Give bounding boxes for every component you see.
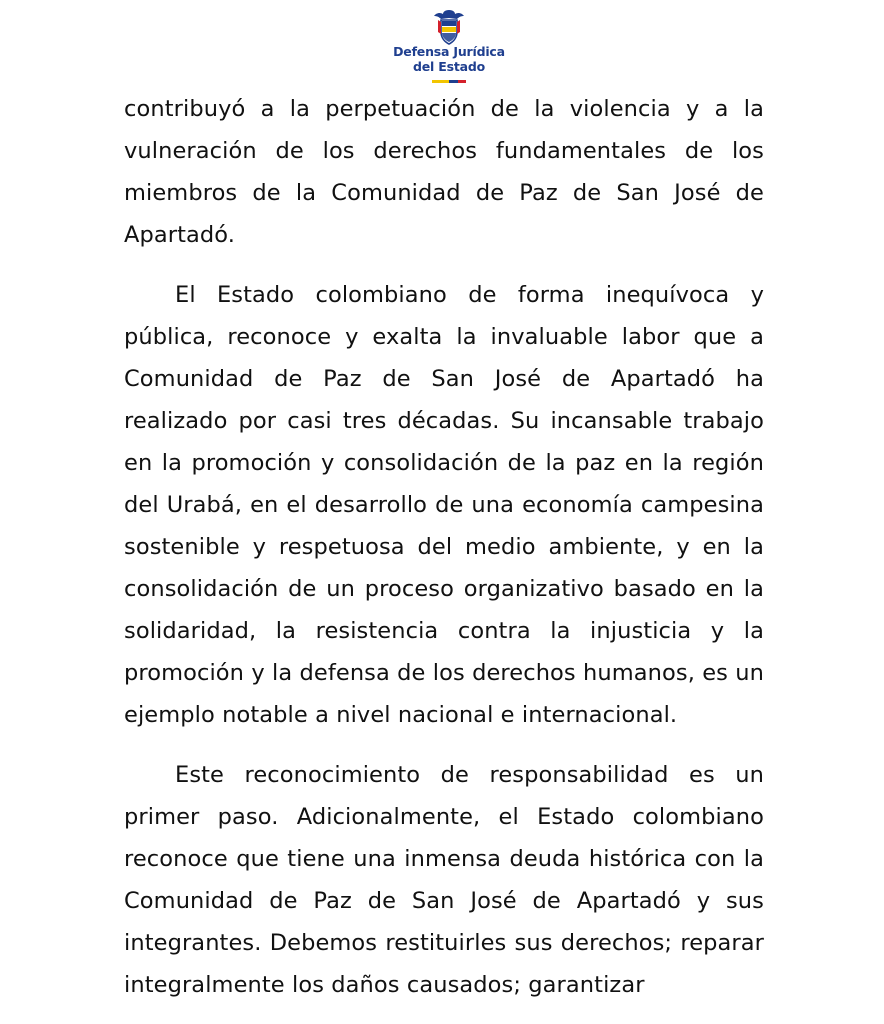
- flag-blue-stripe: [449, 80, 458, 83]
- logo-line-1: Defensa Jurídica: [393, 44, 505, 59]
- colombia-coat-of-arms-icon: [432, 8, 466, 46]
- flag-stripe: [432, 80, 466, 83]
- paragraph-3: Este reconocimiento de responsabilidad es un primer paso. Adicionalmente, el Estado colombiano reconoce que tiene una inmensa deuda histórica con la Comunidad de Paz de San José de Apartadó y sus integrantes. Debemos restituirles sus derechos; reparar integralmente los daños causados; garantizar: [124, 762, 764, 998]
- flag-yellow-stripe: [432, 80, 449, 83]
- paragraph-1: contribuyó a la perpetuación de la violencia y a la vulneración de los derechos fundamentales de los miembros de la Comunidad de Paz de San José de Apartadó.: [124, 96, 764, 248]
- logo-line-2: del Estado: [413, 59, 485, 74]
- page-header: [0, 0, 884, 92]
- document-body: [124, 88, 764, 1024]
- paragraph-2: El Estado colombiano de forma inequívoca y pública, reconoce y exalta la invaluable labor que a Comunidad de Paz de San José de Apartadó ha realizado por casi tres décadas. Su incansable trabajo en la promoción y consolidación de la paz en la región del Urabá, en el desarrollo de una economía campesina sostenible y respetuosa del medio ambiente, y en la consolidación de un proceso organizativo basado en la solidaridad, la resistencia contra la injusticia y la promoción y la defensa de los derechos humanos, es un ejemplo notable a nivel nacional e internacional.: [124, 282, 764, 728]
- flag-red-stripe: [458, 80, 466, 83]
- agency-logo-text: [384, 44, 514, 74]
